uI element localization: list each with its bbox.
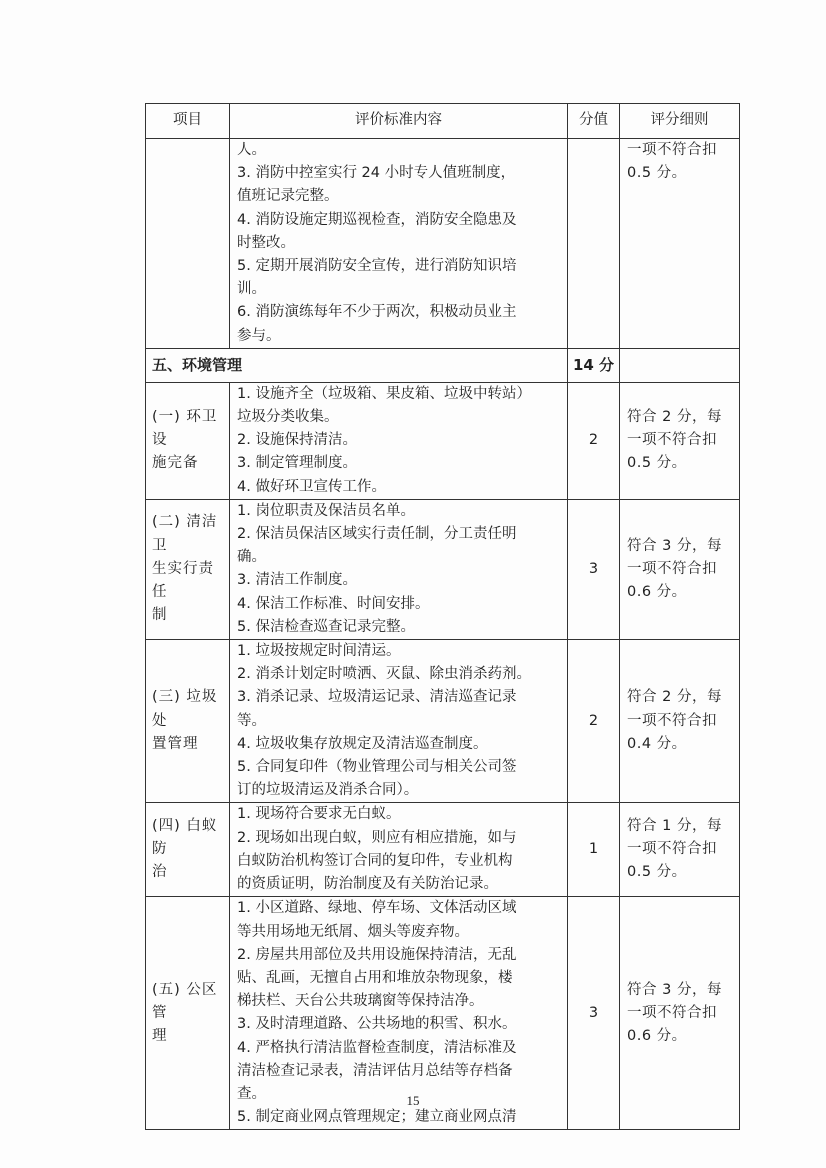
item-line: 理 (152, 1027, 168, 1044)
score-cell: 2 (568, 640, 620, 803)
content-line: 2. 消杀计划定时喷洒、灭鼠、除虫消杀药剂。 (237, 666, 531, 683)
item-line: 置管理 (152, 735, 199, 752)
item-line: (一) 环卫设 (152, 409, 218, 449)
content-line: 4. 严格执行清洁监督检查制度，清洁标准及 (237, 1039, 517, 1056)
content-line: 垃圾分类收集。 (237, 409, 339, 426)
detail-cell (620, 640, 740, 803)
detail-line: 一项不符合扣 (627, 712, 717, 729)
continued-content-cell (230, 139, 568, 349)
detail-line: 0.5 分。 (627, 455, 687, 472)
item-line: 治 (152, 864, 168, 881)
table-row (146, 382, 740, 499)
content-line: 1. 小区道路、绿地、停车场、文体活动区域 (237, 900, 517, 917)
content-line: 确。 (237, 549, 266, 566)
detail-line: 一项不符合扣 (627, 560, 717, 577)
content-line: 贴、乱画，无擅自占用和堆放杂物现象，楼 (237, 969, 513, 986)
detail-line: 0.6 分。 (627, 1027, 687, 1044)
item-cell (146, 382, 230, 499)
content-line: 3. 制定管理制度。 (237, 455, 357, 472)
continued-item-cell (146, 139, 230, 349)
score-cell: 2 (568, 382, 620, 499)
content-line: 等共用场地无纸屑、烟头等废弃物。 (237, 923, 469, 940)
content-line: 参与。 (237, 327, 281, 344)
detail-cell (620, 803, 740, 897)
section-title: 五、环境管理 (146, 348, 568, 382)
section-empty-cell (620, 348, 740, 382)
content-line: 人。 (237, 142, 266, 158)
item-cell (146, 640, 230, 803)
score-cell: 3 (568, 499, 620, 639)
detail-cell (620, 499, 740, 639)
content-cell (230, 640, 568, 803)
section-row (146, 348, 740, 382)
content-line: 4. 做好环卫宣传工作。 (237, 478, 386, 495)
evaluation-table (145, 103, 740, 1130)
content-line: 5. 制定商业网点管理规定；建立商业网点清 (237, 1109, 517, 1126)
content-cell (230, 382, 568, 499)
content-line: 查。 (237, 1085, 266, 1102)
content-line: 训。 (237, 281, 266, 298)
header-detail: 评分细则 (620, 104, 740, 139)
detail-line: 符合 1 分，每 (627, 818, 722, 835)
item-line: 施完备 (152, 455, 199, 472)
content-line: 1. 岗位职责及保洁员名单。 (237, 502, 415, 519)
content-cell (230, 499, 568, 639)
content-line: 3. 及时清理道路、公共场地的积雪、积水。 (237, 1016, 517, 1033)
content-line: 1. 垃圾按规定时间清运。 (237, 643, 401, 660)
continued-detail-cell (620, 139, 740, 349)
table-row (146, 640, 740, 803)
continued-row (146, 139, 740, 349)
detail-line: 0.4 分。 (627, 735, 687, 752)
content-line: 5. 定期开展消防安全宣传，进行消防知识培 (237, 258, 517, 275)
table-row (146, 803, 740, 897)
content-line: 4. 保洁工作标准、时间安排。 (237, 595, 430, 612)
detail-line: 符合 3 分，每 (627, 537, 722, 554)
content-line: 1. 现场符合要求无白蚁。 (237, 806, 401, 823)
detail-line: 一项不符合扣 (627, 841, 717, 858)
section-score: 14 分 (568, 348, 620, 382)
content-line: 等。 (237, 712, 266, 729)
score-cell: 1 (568, 803, 620, 897)
table-row (146, 499, 740, 639)
detail-line: 0.5 分。 (627, 165, 687, 182)
content-cell (230, 803, 568, 897)
detail-line: 一项不符合扣 (627, 432, 717, 449)
detail-line: 符合 3 分，每 (627, 981, 722, 998)
item-cell (146, 803, 230, 897)
detail-line: 0.6 分。 (627, 584, 687, 601)
item-line: 制 (152, 607, 168, 624)
header-content: 评价标准内容 (230, 104, 568, 139)
content-line: 梯扶栏、天台公共玻璃窗等保持洁净。 (237, 993, 484, 1010)
item-line: (二) 清洁卫 (152, 514, 218, 554)
header-row (146, 104, 740, 139)
content-line: 4. 消防设施定期巡视检查，消防安全隐患及 (237, 211, 517, 228)
continued-score-cell (568, 139, 620, 349)
score-cell: 3 (568, 897, 620, 1130)
detail-line: 符合 2 分，每 (627, 689, 722, 706)
content-line: 2. 设施保持清洁。 (237, 432, 357, 449)
item-line: (四) 白蚁防 (152, 818, 218, 858)
detail-line: 一项不符合扣 (627, 142, 717, 158)
detail-line: 0.5 分。 (627, 864, 687, 881)
content-line: 2. 保洁员保洁区域实行责任制，分工责任明 (237, 526, 517, 543)
header-score: 分值 (568, 104, 620, 139)
detail-line: 一项不符合扣 (627, 1004, 717, 1021)
page-number: 15 (406, 1093, 420, 1108)
content-line: 3. 消杀记录、垃圾清运记录、清洁巡查记录 (237, 689, 517, 706)
item-line: 生实行责任 (152, 560, 214, 601)
detail-cell (620, 382, 740, 499)
content-line: 5. 保洁检查巡查记录完整。 (237, 618, 415, 635)
content-line: 时整改。 (237, 234, 295, 251)
item-line: (五) 公区管 (152, 981, 218, 1021)
content-line: 值班记录完整。 (237, 188, 339, 205)
content-line: 6. 消防演练每年不少于两次，积极动员业主 (237, 304, 517, 321)
content-line: 1. 设施齐全（垃圾箱、果皮箱、垃圾中转站） (237, 385, 531, 402)
content-line: 5. 合同复印件（物业管理公司与相关公司签 (237, 759, 517, 776)
content-line: 的资质证明，防治制度及有关防治记录。 (237, 876, 498, 893)
content-line: 订的垃圾清运及消杀合同）。 (237, 782, 419, 799)
header-item: 项目 (146, 104, 230, 139)
item-cell (146, 499, 230, 639)
content-line: 白蚁防治机构签订合同的复印件，专业机构 (237, 852, 513, 869)
content-line: 3. 清洁工作制度。 (237, 572, 357, 589)
content-line: 3. 消防中控室实行 24 小时专人值班制度， (237, 165, 516, 182)
content-line: 清洁检查记录表，清洁评估月总结等存档备 (237, 1062, 513, 1079)
content-line: 4. 垃圾收集存放规定及清洁巡查制度。 (237, 735, 488, 752)
item-line: (三) 垃圾处 (152, 689, 218, 729)
content-line: 2. 现场如出现白蚁，则应有相应措施，如与 (237, 829, 517, 846)
content-line: 2. 房屋共用部位及共用设施保持清洁，无乱 (237, 946, 517, 963)
detail-line: 符合 2 分，每 (627, 409, 722, 426)
